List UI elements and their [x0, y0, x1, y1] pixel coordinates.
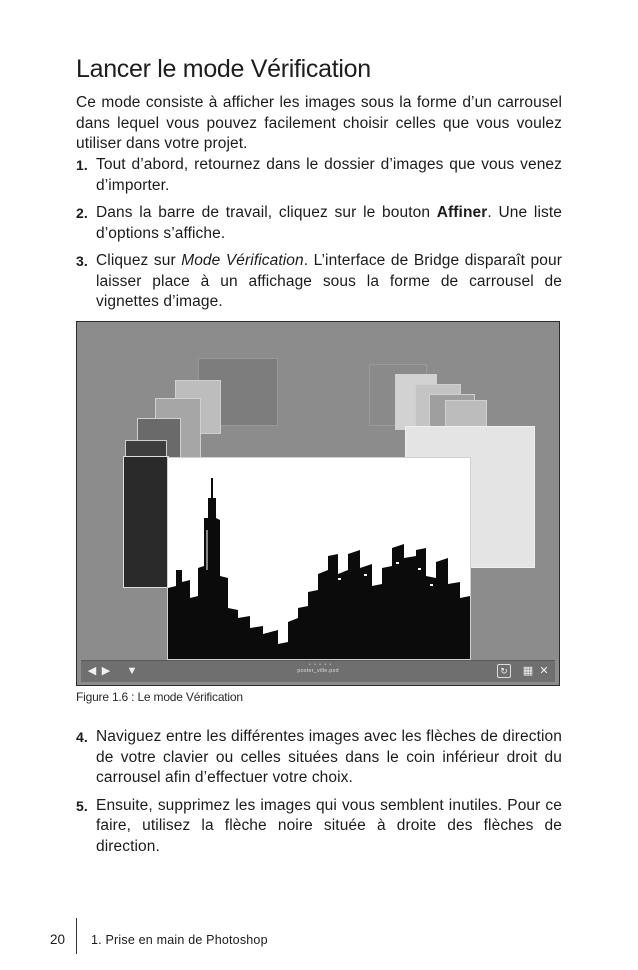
step-text: Ensuite, supprimez les images qui vous semblent inutiles. Pour ce faire, utilisez la flèche noire située à droite des flèches de direction.: [96, 796, 562, 855]
rotate-icon[interactable]: ↻: [497, 664, 511, 678]
close-icon[interactable]: ✕: [539, 665, 549, 677]
step-text: Naviguez entre les différentes images avec les flèches de direction de votre clavier ou celles situées dans le coin inférieur droit du carrousel afin d’effectuer votre choix.: [96, 728, 562, 786]
file-name-label: poster_ville.psd: [297, 668, 339, 674]
steps-list-bottom: [76, 727, 562, 864]
step-item: [76, 203, 562, 244]
chapter-title: 1. Prise en main de Photoshop: [91, 933, 268, 947]
collection-icon[interactable]: ▦: [522, 665, 534, 677]
intro-paragraph: Ce mode consiste à afficher les images sous la forme d’un carrousel dans lequel vous pouvez facilement choisir celles que vous voulez utiliser dans votre projet.: [76, 94, 562, 152]
carousel-position-dots: • • • • •: [309, 662, 333, 668]
arrow-left-icon[interactable]: ◀: [87, 665, 97, 677]
step-text-before: Cliquez sur: [96, 252, 182, 269]
step-text-before: Dans la barre de travail, cliquez sur le bouton: [96, 204, 437, 221]
main-preview-image: [167, 457, 471, 660]
step-number: 4.: [76, 729, 88, 745]
step-item: [76, 727, 562, 789]
step-item: [76, 251, 562, 313]
step-text-after: . L’interface de Bridge disparaît pour laisser place à un affichage sous la forme de carrousel de vignettes d’image.: [96, 252, 562, 310]
step-text: [96, 204, 562, 242]
step-text-bold: Affiner: [436, 204, 488, 221]
arrow-right-icon[interactable]: ▶: [101, 665, 111, 677]
step-number: 2.: [76, 205, 88, 221]
steps-list-top: [76, 155, 562, 320]
step-text-italic: Mode Vérification: [181, 252, 304, 269]
carousel-thumbnail: [123, 456, 169, 588]
step-number: 5.: [76, 797, 88, 814]
carousel-toolbar: [81, 660, 555, 682]
step-number: 3.: [76, 253, 88, 269]
figure-caption-label: Figure 1.6 :: [76, 690, 135, 704]
arrow-down-icon[interactable]: ▼: [126, 665, 138, 677]
page-number: 20: [50, 932, 66, 947]
skyline-image: [168, 458, 470, 659]
step-text-after: . Une liste d’options s’affiche.: [96, 204, 562, 242]
figure-screenshot: [76, 321, 560, 686]
step-text: [96, 252, 562, 310]
figure-caption-text: Le mode Vérification: [137, 690, 243, 704]
step-text: Tout d’abord, retournez dans le dossier d’images que vous venez d’importer.: [96, 156, 562, 194]
step-item: [76, 155, 562, 196]
figure-caption: [76, 690, 243, 704]
footer-divider: [76, 918, 77, 954]
step-item: [76, 796, 562, 858]
section-heading: Lancer le mode Vérification: [76, 55, 371, 83]
step-number: 1.: [76, 157, 88, 173]
